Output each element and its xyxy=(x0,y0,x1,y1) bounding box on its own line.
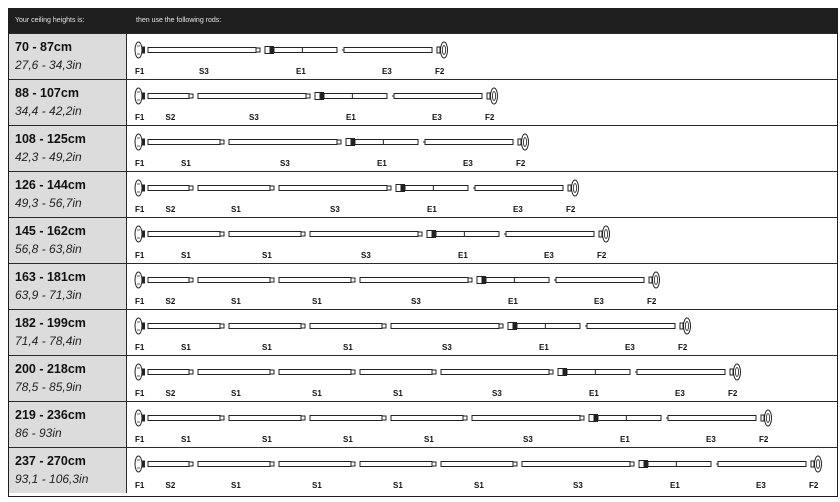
rod-label: F2 xyxy=(435,67,445,76)
rod-label: S2 xyxy=(165,113,176,122)
height-in: 63,9 - 71,3in xyxy=(15,288,82,302)
rod-part-s1 xyxy=(198,186,274,215)
height-cm: 200 - 218cm xyxy=(15,362,86,376)
rod-label: E3 xyxy=(706,435,716,444)
rod-label: S3 xyxy=(523,435,533,444)
rod-part-e1 xyxy=(346,138,418,168)
rod-label: S1 xyxy=(231,205,241,214)
rod-label: S3 xyxy=(199,67,209,76)
rod-label: E1 xyxy=(508,297,518,306)
rod-label: S3 xyxy=(573,481,583,490)
ceiling-height-cell xyxy=(9,402,127,447)
height-in: 42,3 - 49,2in xyxy=(15,150,82,164)
rod-part-e1 xyxy=(315,92,387,122)
rod-label: S3 xyxy=(492,389,502,398)
rod-part-s1 xyxy=(391,416,467,445)
rod-label: F2 xyxy=(759,435,769,444)
rod-part-s2 xyxy=(148,370,193,399)
rod-label: F1 xyxy=(135,435,145,444)
rod-part-e1 xyxy=(639,460,711,490)
rod-part-s1 xyxy=(279,462,355,491)
ceiling-height-cell xyxy=(9,172,127,217)
rod-assembly xyxy=(127,356,837,401)
rod-label: E3 xyxy=(594,297,604,306)
height-in: 34,4 - 42,2in xyxy=(15,104,82,118)
rod-label: S1 xyxy=(312,297,322,306)
rod-label: S1 xyxy=(393,389,403,398)
rod-label: F2 xyxy=(597,251,607,260)
rod-part-f2 xyxy=(597,226,610,260)
rod-label: S1 xyxy=(343,435,353,444)
height-in: 56,8 - 63,8in xyxy=(15,242,82,256)
rod-part-s1 xyxy=(310,324,386,353)
rod-part-s2 xyxy=(148,94,193,123)
table-header xyxy=(9,9,837,33)
rod-label: E3 xyxy=(513,205,523,214)
rod-label: S3 xyxy=(411,297,421,306)
table-row xyxy=(9,309,837,355)
rod-label: F2 xyxy=(566,205,576,214)
rod-label: S1 xyxy=(424,435,434,444)
rod-table xyxy=(8,8,838,497)
table-row xyxy=(9,79,837,125)
rod-part-s3 xyxy=(441,370,553,399)
rod-assembly xyxy=(127,172,837,217)
rod-part-e3 xyxy=(716,462,806,491)
rod-label: F1 xyxy=(135,481,145,490)
rod-label: F1 xyxy=(135,205,145,214)
height-in: 49,3 - 56,7in xyxy=(15,196,82,210)
rod-label: S3 xyxy=(280,159,290,168)
rod-part-s1 xyxy=(148,416,224,445)
ceiling-height-cell xyxy=(9,356,127,401)
rod-label: F2 xyxy=(678,343,688,352)
rod-label: S1 xyxy=(262,251,272,260)
rod-label: S3 xyxy=(249,113,259,122)
rod-part-f1 xyxy=(135,88,145,122)
height-cm: 108 - 125cm xyxy=(15,132,86,146)
rod-part-f2 xyxy=(809,456,822,490)
rod-label: E3 xyxy=(432,113,442,122)
rod-label: S2 xyxy=(165,481,176,490)
rod-part-s1 xyxy=(279,278,355,307)
height-cm: 145 - 162cm xyxy=(15,224,86,238)
rod-label: F1 xyxy=(135,251,145,260)
rod-part-e1 xyxy=(477,276,549,306)
rod-label: S2 xyxy=(165,389,176,398)
rod-label: S1 xyxy=(181,343,191,352)
ceiling-height-cell xyxy=(9,448,127,493)
rod-part-f2 xyxy=(516,134,529,168)
rod-label: S2 xyxy=(165,205,176,214)
height-in: 78,5 - 85,9in xyxy=(15,380,82,394)
table-row xyxy=(9,33,837,79)
table-row xyxy=(9,125,837,171)
rod-part-s1 xyxy=(198,278,274,307)
rod-label: S1 xyxy=(231,481,241,490)
rod-label: S1 xyxy=(393,481,403,490)
height-in: 93,1 - 106,3in xyxy=(15,472,89,486)
rod-label: E1 xyxy=(346,113,356,122)
rod-label: S1 xyxy=(312,481,322,490)
height-in: 27,6 - 34,3in xyxy=(15,58,82,72)
table-row xyxy=(9,401,837,447)
rod-label: S1 xyxy=(181,435,191,444)
rod-label: S3 xyxy=(330,205,340,214)
rod-label: E3 xyxy=(544,251,554,260)
rod-part-s1 xyxy=(310,416,386,445)
rod-part-e3 xyxy=(585,324,675,353)
rod-label: S1 xyxy=(343,343,353,352)
rod-part-s3 xyxy=(229,140,341,169)
rod-label: E1 xyxy=(296,67,306,76)
rod-part-s1 xyxy=(229,232,305,261)
rod-part-e1 xyxy=(396,184,468,214)
table-row xyxy=(9,171,837,217)
rod-part-f2 xyxy=(759,410,772,444)
rod-assembly xyxy=(127,218,837,263)
rod-label: S1 xyxy=(262,343,272,352)
rod-label: S1 xyxy=(231,389,241,398)
rod-assembly xyxy=(127,448,837,493)
rod-part-f1 xyxy=(135,318,145,352)
rod-part-s1 xyxy=(198,462,274,491)
rod-part-f2 xyxy=(485,88,498,122)
rod-part-s1 xyxy=(360,370,436,399)
rod-assembly xyxy=(127,126,837,171)
rod-part-e3 xyxy=(473,186,563,215)
rod-part-s1 xyxy=(229,324,305,353)
rod-label: S1 xyxy=(312,389,322,398)
rod-part-e3 xyxy=(635,370,725,399)
rod-part-s1 xyxy=(198,370,274,399)
rod-part-e1 xyxy=(589,414,661,444)
height-in: 71,4 - 78,4in xyxy=(15,334,82,348)
table-row xyxy=(9,217,837,263)
rod-part-s1 xyxy=(148,324,224,353)
rod-part-e1 xyxy=(265,46,337,76)
rod-assembly xyxy=(127,310,837,355)
rod-label: F2 xyxy=(809,481,819,490)
rod-label: F1 xyxy=(135,297,145,306)
header-ceiling-height: Your ceiling heights is: xyxy=(15,17,85,24)
rod-label: S3 xyxy=(442,343,452,352)
rod-part-f1 xyxy=(135,226,145,260)
rod-part-f2 xyxy=(566,180,579,214)
rod-part-s1 xyxy=(441,462,517,491)
rod-part-f2 xyxy=(728,364,741,398)
header-rods: then use the following rods: xyxy=(136,17,222,24)
rod-part-f1 xyxy=(135,134,145,168)
rod-part-s2 xyxy=(148,278,193,307)
rod-label: E3 xyxy=(756,481,766,490)
rod-part-s3 xyxy=(198,94,310,123)
rod-part-e1 xyxy=(427,230,499,260)
rod-part-f1 xyxy=(135,272,145,306)
rod-part-s1 xyxy=(148,140,224,169)
rod-part-e3 xyxy=(342,48,432,77)
rod-label: F1 xyxy=(135,343,145,352)
rod-label: S2 xyxy=(165,297,176,306)
rod-label: E1 xyxy=(620,435,630,444)
rod-part-f1 xyxy=(135,410,145,444)
ceiling-height-cell xyxy=(9,80,127,125)
rod-part-s3 xyxy=(522,462,634,491)
height-cm: 70 - 87cm xyxy=(15,40,72,54)
rod-part-f1 xyxy=(135,42,145,76)
rod-label: F1 xyxy=(135,159,145,168)
rod-part-e3 xyxy=(554,278,644,307)
rod-label: E1 xyxy=(670,481,680,490)
table-row xyxy=(9,447,837,493)
rod-part-e1 xyxy=(558,368,630,398)
ceiling-height-cell xyxy=(9,218,127,263)
rod-label: S1 xyxy=(181,159,191,168)
ceiling-height-cell xyxy=(9,34,127,79)
rod-label: E3 xyxy=(463,159,473,168)
rod-label: F1 xyxy=(135,67,145,76)
height-cm: 126 - 144cm xyxy=(15,178,86,192)
rod-label: F2 xyxy=(516,159,526,168)
height-in: 86 - 93in xyxy=(15,426,62,440)
rod-part-s2 xyxy=(148,186,193,215)
rod-label: E3 xyxy=(625,343,635,352)
rod-part-s2 xyxy=(148,462,193,491)
rod-label: S1 xyxy=(181,251,191,260)
rod-assembly xyxy=(127,80,837,125)
rod-part-e3 xyxy=(392,94,482,123)
ceiling-height-cell xyxy=(9,310,127,355)
rod-part-s3 xyxy=(279,186,391,215)
height-cm: 237 - 270cm xyxy=(15,454,86,468)
rod-part-e3 xyxy=(504,232,594,261)
ceiling-height-cell xyxy=(9,126,127,171)
rod-label: S1 xyxy=(262,435,272,444)
rod-part-s1 xyxy=(279,370,355,399)
rod-label: E1 xyxy=(539,343,549,352)
rod-part-s3 xyxy=(360,278,472,307)
rod-part-e3 xyxy=(666,416,756,445)
rod-part-f1 xyxy=(135,180,145,214)
rod-label: S1 xyxy=(474,481,484,490)
rod-part-s3 xyxy=(310,232,422,261)
rod-part-s3 xyxy=(472,416,584,445)
rod-part-f2 xyxy=(435,42,448,76)
table-row xyxy=(9,355,837,401)
rod-label: F2 xyxy=(647,297,657,306)
rod-label: E3 xyxy=(382,67,392,76)
rod-label: S3 xyxy=(361,251,371,260)
height-cm: 182 - 199cm xyxy=(15,316,86,330)
rod-label: F2 xyxy=(485,113,495,122)
rod-part-f1 xyxy=(135,364,145,398)
rod-part-f2 xyxy=(678,318,691,352)
rod-part-s3 xyxy=(148,48,260,77)
rod-label: S1 xyxy=(231,297,241,306)
height-cm: 88 - 107cm xyxy=(15,86,79,100)
height-cm: 219 - 236cm xyxy=(15,408,86,422)
rod-label: E1 xyxy=(377,159,387,168)
rod-assembly xyxy=(127,264,837,309)
rod-assembly xyxy=(127,402,837,447)
rod-part-e3 xyxy=(423,140,513,169)
rod-assembly xyxy=(127,34,837,79)
rod-label: E1 xyxy=(458,251,468,260)
rod-label: E1 xyxy=(589,389,599,398)
ceiling-height-cell xyxy=(9,264,127,309)
rod-part-s1 xyxy=(148,232,224,261)
height-cm: 163 - 181cm xyxy=(15,270,86,284)
rod-part-s3 xyxy=(391,324,503,353)
rod-label: F1 xyxy=(135,113,145,122)
rod-part-s1 xyxy=(360,462,436,491)
rod-label: F1 xyxy=(135,389,145,398)
rod-part-f1 xyxy=(135,456,145,490)
rod-label: E3 xyxy=(675,389,685,398)
rod-label: F2 xyxy=(728,389,738,398)
rod-part-s1 xyxy=(229,416,305,445)
rod-part-e1 xyxy=(508,322,580,352)
table-row xyxy=(9,263,837,309)
rod-part-f2 xyxy=(647,272,660,306)
rod-label: E1 xyxy=(427,205,437,214)
